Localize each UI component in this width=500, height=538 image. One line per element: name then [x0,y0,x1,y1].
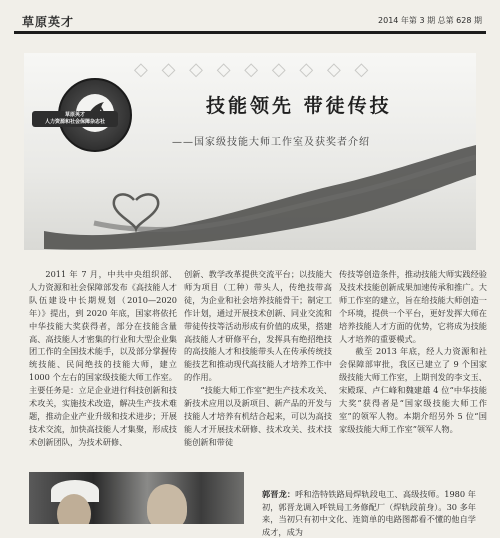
bio-name: 郭晋龙： [262,489,296,499]
paragraph: 创新、教学改革提供交流平台；以技能大师为项目（工种）带头人，传绝技带高徒，为企业和社会培养技能骨干；制定工作计划，通过开展技术创新、同业交流和带徒传技等活动形成有价值的成果，搭建高技能人才研修平台，发挥具有绝招绝技的高技能人才和技能带头人在传承传统技能技艺和推动现代高技能人才培养工作中的作用。 [184,269,332,383]
header-rule [14,31,486,34]
headline: 技能领先 带徒传技 [206,95,392,117]
paragraph: 传技等创造条件，推动技能大师实践经验及技术技能创新成果加速传承和推广。大师工作室的建立，旨在给技能大师创造一个环境，提供一个平台，更好发挥大师在培养技能人才方面的优势，它将成为技能人才培养的重要模式。 [339,269,487,344]
ghost-text: ◇ ◇ ◇ ◇ ◇ ◇ ◇ ◇ ◇ [134,59,373,80]
page-header [14,8,486,34]
portrait-photo [29,472,244,524]
profile-bio [262,488,476,538]
title-banner [24,53,476,250]
article-column-2 [184,268,332,449]
logo-ring-text: 人力资源和社会保障杂志社 [44,119,105,125]
subheadline: ——国家级技能大师工作室及获奖者介绍 [172,137,370,148]
paragraph: “技能大师工作室”把生产技术攻关、新技术应用以及新项目、新产品的开发与技能人才培养有机结合起来，可以为高技能人才开展技术研修、技术攻关、技术技能创新和带徒 [184,385,332,447]
issue-info: 2014 年第 3 期 总第 628 期 [378,16,482,25]
logo-top-text: 草原英才 [64,112,85,118]
logo-caption [32,111,118,127]
paragraph: 截至 2013 年底，经人力资源和社会保障部审批，我区已建立了 9 个国家级技能大师工作室，上期刊发的李文玉、宋殿琛、卢仁峰和魏建雄 4 位“中华技能大奖”获得者是“国家级技能大师工作室”的领军人物。本期介绍另外 5 位“国家级技能大师工作室”领军人物。 [339,346,487,434]
paragraph: 2011 年 7 月，中共中央组织部、人力资源和社会保障部发布《高技能人才队伍建设中长期规划（2010—2020 年）》提出，到 2020 年底，国家将依托中华技能大奖获得者，部分在技能含量高、高技能人才密集的行业和大型企业集团工作的全国技术能手，以及部分掌握传统技能、民间绝技的技能大师，建立 1000 个左右的国家级技能大师工作室。主要任务是：立足企业进行科技创新和技术攻关，实施技术改造，解决生产技术难题，推动企业产业升级和技术进步；开展技术交流，加快高技能人才集聚，形成技术创新团队，为技术研修、 [29,269,177,447]
article-column-3 [339,268,487,436]
article-column-1 [29,268,177,449]
section-name: 草原英才 [22,15,75,29]
photo-person-right [147,484,187,524]
bio-text: 呼和浩特铁路局焊轨段电工、高级技师。1980 年初，郭晋龙调入呼铁局工务修配厂（焊轨段前身）。30 多年来，当初只有初中文化、连简单的电路图都看不懂的他自学成才，成为 [262,489,476,537]
